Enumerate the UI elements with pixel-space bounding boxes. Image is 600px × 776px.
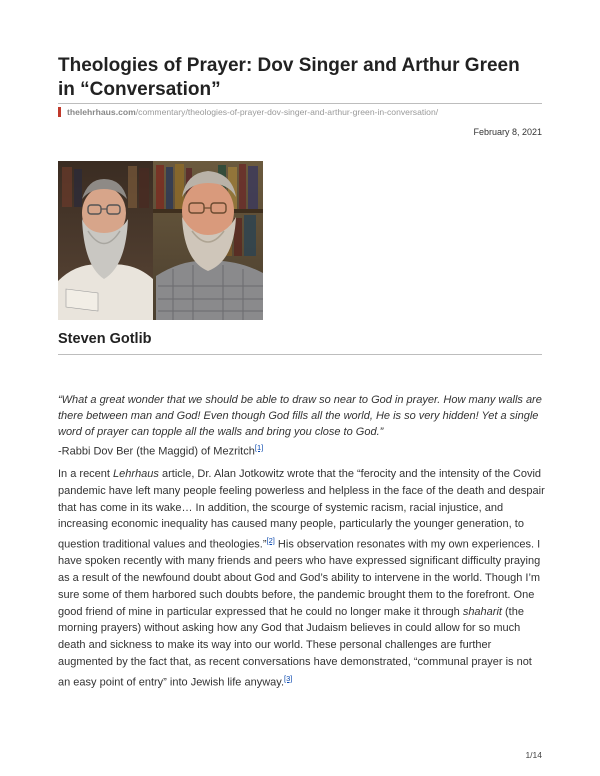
footnote-link-3[interactable]: [3] (284, 673, 293, 683)
title-divider (58, 103, 542, 104)
publish-date: February 8, 2021 (473, 127, 542, 137)
source-path: /commentary/theologies-of-prayer-dov-singer-and-arthur-green-in-conversation/ (135, 107, 439, 117)
prayer-term: shaharit (462, 605, 502, 618)
source-domain: thelehrhaus.com (67, 107, 136, 117)
epigraph-quote: “What a great wonder that we should be able to draw so near to God in prayer. How many walls are there between man and God! Even though God fills all the world, He is so very hidden! Yet a single word of prayer can topple all the walls and bring you close to God.” (58, 394, 542, 438)
body-text-4: (the morning prayers) without asking how any God that Judaism believes in could allow for so much death and sickness to make its way into our world. These personal challenges are further augmented by the fact that, as recent conversations have demonstrated, “communal prayer is not an easy point of entry” into Jewish life anyway. (58, 605, 532, 689)
footnote-link-2[interactable]: [2] (266, 536, 275, 545)
article-photo (58, 161, 263, 320)
body-text-2: article, Dr. Alan Jotkowitz wrote that the “ferocity and the intensity of the Covid pandemic have left many people feeling powerless and helpless in the face of the death and despair that has come in its wake… In addition, the scourge of systemic racism, racial injustice, and increasing economic inequality has caused many people, particularly the younger generation, to question traditional values and theologies.” (58, 468, 545, 551)
author-divider (58, 354, 542, 355)
footnote-link-1[interactable]: [1] (254, 443, 264, 452)
quote-attribution (58, 440, 263, 460)
author-name: Steven Gotlib (58, 331, 152, 347)
body-paragraph (58, 466, 546, 691)
publication-name: Lehrhaus (113, 468, 159, 480)
source-marker-icon (58, 107, 61, 117)
body-text-3: His observation resonates with my own experiences. I have spoken recently with many friends and peers who have expressed significant difficulty praying as a result of the newfound doubt about God and God’s ability to intervene in the world. Though I’m sure some of them harbored such doubts before, the pandemic brought them to the forefront. One good friend of mine in particular expressed that he could no longer make it through (58, 538, 541, 618)
body-text-1: In a recent (58, 468, 114, 480)
page-number: 1/14 (525, 750, 542, 760)
article-title: Theologies of Prayer: Dov Singer and Arthur Green in “Conversation” (58, 55, 520, 100)
source-url[interactable] (58, 107, 438, 117)
attribution-text: -Rabbi Dov Ber (the Maggid) of Mezritch (58, 445, 255, 458)
